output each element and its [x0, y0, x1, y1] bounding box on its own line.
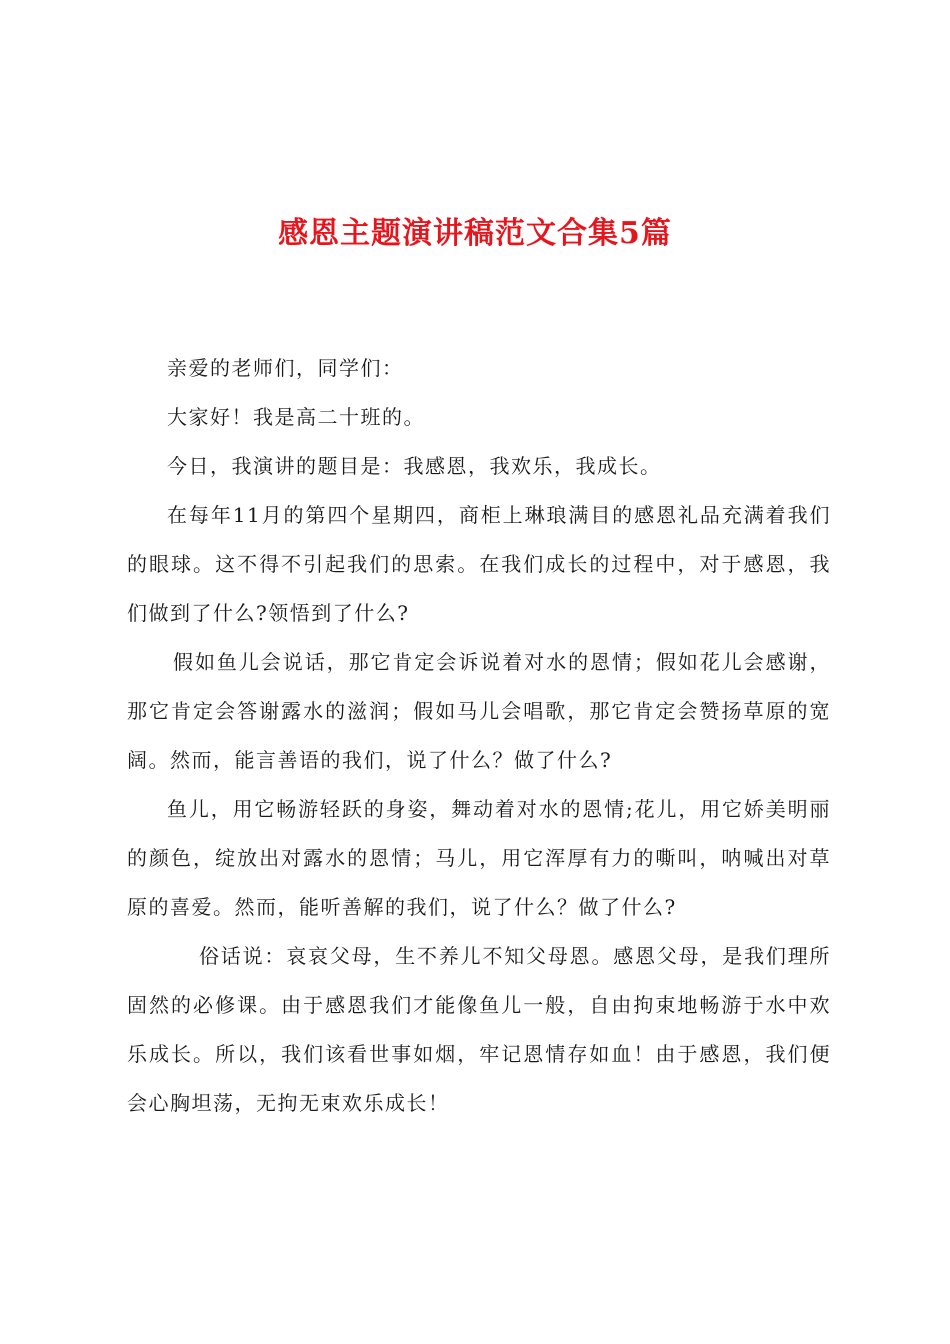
document-title: 感恩主题演讲稿范文合集5篇 [278, 216, 672, 251]
paragraph-thanksgiving: 在每年11月的第四个星期四，商柜上琳琅满目的感恩礼品充满着我们的眼球。这不得不引起我们的思索。在我们成长的过程中，对于感恩，我们做到了什么?领悟到了什么? [127, 503, 831, 625]
paragraph-greeting: 亲爱的老师们，同学们： [167, 356, 404, 380]
paragraph-topic: 今日，我演讲的题目是：我感恩，我欢乐，我成长。 [167, 454, 662, 478]
paragraph-proverb: 俗话说：哀哀父母，生不养儿不知父母恩。感恩父母，是我们理所固然的必修课。由于感恩我们才能像鱼儿一般，自由拘束地畅游于水中欢乐成长。所以，我们该看世事如烟，牢记恩情存如血！由于感恩，我们便会心胸坦荡，无拘无束欢乐成长！ [127, 944, 831, 1115]
paragraph-intro: 大家好！我是高二十班的。 [167, 405, 425, 429]
paragraph-if-fish: 假如鱼儿会说话，那它肯定会诉说着对水的恩情；假如花儿会感谢，那它肯定会答谢露水的滋润；假如马儿会唱歌，那它肯定会赞扬草原的宽阔。然而，能言善语的我们，说了什么？做了什么? [127, 650, 831, 772]
paragraph-fish-flower-horse: 鱼儿，用它畅游轻跃的身姿，舞动着对水的恩情;花儿，用它娇美明丽的颜色，绽放出对露水的恩情；马儿，用它浑厚有力的嘶叫，呐喊出对草原的喜爱。然而，能听善解的我们，说了什么？做了什么? [127, 797, 831, 919]
document-body [127, 344, 831, 1128]
